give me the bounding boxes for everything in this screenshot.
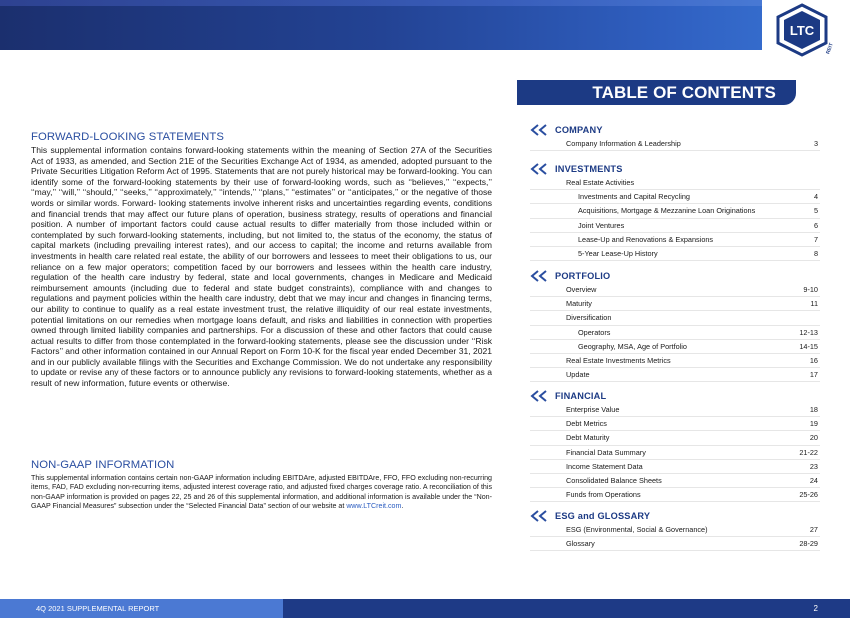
toc-section-portfolio — [530, 269, 820, 382]
non-gaap-tail: . — [401, 501, 404, 510]
toc-item-label: Enterprise Value — [566, 405, 620, 414]
double-chevron-left-icon — [530, 124, 550, 136]
toc-item-page: 20 — [809, 433, 818, 443]
toc-item-income-statement[interactable] — [530, 460, 820, 474]
toc-item-investments-capital-recycling[interactable] — [530, 190, 820, 204]
toc-item-label: Consolidated Balance Sheets — [566, 475, 662, 485]
toc-section-header[interactable] — [530, 123, 820, 137]
double-chevron-left-icon — [530, 270, 550, 282]
logo-subtext: REIT — [825, 42, 835, 56]
toc-item-page: 8 — [813, 248, 818, 258]
toc-item-label: Real Estate Activities — [566, 178, 635, 187]
toc-section-header[interactable] — [530, 269, 820, 283]
double-chevron-left-icon — [530, 390, 550, 402]
forward-looking-section — [31, 131, 492, 389]
toc-item-diversification[interactable] — [530, 311, 820, 325]
toc-item-label: 5-Year Lease-Up History — [578, 248, 658, 258]
toc-section-title: ESG and GLOSSARY — [555, 511, 651, 521]
toc-section-header[interactable] — [530, 509, 820, 523]
toc-item-page: 23 — [809, 461, 818, 471]
toc-item-label: Maturity — [566, 299, 592, 309]
footer-report-label: 4Q 2021 SUPPLEMENTAL REPORT — [0, 599, 283, 618]
non-gaap-title: NON-GAAP INFORMATION — [31, 459, 175, 471]
non-gaap-paragraph — [31, 474, 492, 511]
toc-item-label: Diversification — [566, 313, 612, 323]
toc-item-page: 12-13 — [799, 327, 818, 337]
toc-item-financial-data-summary[interactable] — [530, 446, 820, 460]
toc-item-company-information[interactable] — [530, 137, 820, 151]
toc-item-page: 27 — [809, 525, 818, 534]
toc-item-real-estate-metrics[interactable] — [530, 354, 820, 368]
toc-item-page: 7 — [813, 234, 818, 244]
toc-item-label: Income Statement Data — [566, 461, 643, 471]
toc-item-label: Company Information & Leadership — [566, 139, 681, 148]
toc-item-overview[interactable] — [530, 283, 820, 297]
toc-item-balance-sheets[interactable] — [530, 474, 820, 488]
toc-item-label: Overview — [566, 285, 597, 294]
toc-item-lease-up-renovations[interactable] — [530, 233, 820, 247]
toc-item-update[interactable] — [530, 368, 820, 382]
logo-container — [762, 0, 850, 58]
toc-section-financial — [530, 389, 820, 502]
toc-section-title: PORTFOLIO — [555, 271, 611, 281]
toc-section-company — [530, 123, 820, 151]
toc-title: TABLE OF CONTENTS — [517, 80, 796, 105]
toc-item-esg[interactable] — [530, 523, 820, 537]
toc-item-lease-up-history[interactable] — [530, 247, 820, 261]
toc-item-page: 25-26 — [799, 490, 818, 500]
toc-item-label: Real Estate Investments Metrics — [566, 355, 671, 365]
toc-item-geography[interactable] — [530, 340, 820, 354]
toc-item-glossary[interactable] — [530, 537, 820, 551]
toc-item-label: Glossary — [566, 539, 595, 549]
toc-item-page: 18 — [809, 405, 818, 414]
toc-item-page: 3 — [813, 139, 818, 148]
toc-item-label: Financial Data Summary — [566, 447, 646, 457]
toc-item-debt-metrics[interactable] — [530, 417, 820, 431]
toc-item-label: Acquisitions, Mortgage & Mezzanine Loan Originations — [578, 206, 756, 216]
toc-item-funds-from-operations[interactable] — [530, 488, 820, 502]
toc-item-page: 16 — [809, 355, 818, 365]
ltc-logo-icon[interactable] — [768, 3, 840, 57]
toc-item-label: Joint Ventures — [578, 220, 625, 230]
toc-section-header[interactable] — [530, 389, 820, 403]
double-chevron-left-icon — [530, 163, 550, 175]
logo-text: LTC — [789, 23, 815, 38]
page-number: 2 — [813, 604, 818, 613]
toc-item-maturity[interactable] — [530, 297, 820, 311]
toc-item-label: Funds from Operations — [566, 490, 641, 500]
toc-item-label: Operators — [578, 327, 611, 337]
toc-item-label: Investments and Capital Recycling — [578, 192, 690, 202]
toc-section-investments — [530, 162, 820, 261]
toc-section-title: COMPANY — [555, 125, 603, 135]
toc-item-page: 6 — [813, 220, 818, 230]
toc-item-page: 24 — [809, 475, 818, 485]
non-gaap-section — [31, 459, 492, 511]
banner-stripe — [0, 0, 850, 6]
forward-looking-title: FORWARD-LOOKING STATEMENTS — [31, 131, 224, 143]
toc-item-acquisitions[interactable] — [530, 204, 820, 218]
toc-item-page: 4 — [813, 192, 818, 202]
toc-item-label: Geography, MSA, Age of Portfolio — [578, 341, 687, 351]
toc-item-page: 9-10 — [803, 285, 818, 294]
non-gaap-body: This supplemental information contains certain non-GAAP information including EBITDAre, adjusted EBITDAre, FFO, FFO excluding non-recurring items, FAD, FAD excluding non-recurring items, adjusted interest coverage ratio, and adjusted fixed charges coverage ratio. A reconciliation of this non-GAAP information is provided on pages 22, 25 and 26 of this supplemental information, and additional information is available under the “Non-GAAP Financial Measures” subsection under the “Selected Financial Data” section of our website at — [31, 474, 492, 510]
toc-item-page: 5 — [813, 206, 818, 216]
toc-item-label: Debt Metrics — [566, 419, 607, 429]
toc-item-joint-ventures[interactable] — [530, 219, 820, 233]
toc-section-title: FINANCIAL — [555, 391, 607, 401]
toc-section-esg-glossary — [530, 509, 820, 551]
toc-section-header[interactable] — [530, 162, 820, 176]
website-link[interactable]: www.LTCreit.com — [346, 501, 402, 510]
toc-item-page: 28-29 — [799, 539, 818, 549]
toc-item-label: ESG (Environmental, Social & Governance) — [566, 525, 708, 534]
toc-item-enterprise-value[interactable] — [530, 403, 820, 417]
toc-item-operators[interactable] — [530, 326, 820, 340]
toc-item-label: Lease-Up and Renovations & Expansions — [578, 234, 714, 244]
toc-item-page: 21-22 — [799, 447, 818, 457]
toc-item-label: Debt Maturity — [566, 433, 610, 443]
toc-item-page: 19 — [809, 419, 818, 429]
forward-looking-body: This supplemental information contains forward-looking statements within the meaning of Section 27A of the Securities Act of 1933, as amended, and Section 21E of the Securities Exchange Act of 1934, as amended, adopted pursuant to the Private Securities Litigation Reform Act of 1995. Statements that are not purely historical may be forward-looking. You can identify some of the forward-looking statements by their use of forward-looking words, such as ‘‘believes,’’ ‘‘expects,’’ ‘‘may,’’ ‘‘will,’’ ‘‘should,’’ ‘‘seeks,’’ ‘‘approximately,’’ ‘‘intends,’’ ‘‘plans,’’ ‘‘estimates’’ or ‘‘anticipates,’’ or the negative of those words or similar words. Forward- looking statements involve inherent risks and uncertainties regarding events, conditions and financial trends that may affect our future plans of operation, business strategy, results of operations and financial position. A number of important factors could cause actual results to differ materially from those included within or contemplated by such forward-looking statements, including, but not limited to, the status of the economy, the status of capital markets (including prevailing interest rates), and our access to capital; the income and returns available from investments in health care related real estate, the ability of our borrowers and lessees to meet their obligations to us, our reliance on a few major operators; competition faced by our borrowers and lessees within the health care industry, regulation of the health care industry by federal, state and local governments, changes in Medicare and Medicaid reimbursement amounts (including due to federal and state budget constraints), compliance with and changes to regulations and payment policies within the health care industry, debt that we may incur and changes in financing terms, our ability to continue to qualify as a real estate investment trust, the relative illiquidity of our real estate investments, potential limitations on our remedies when mortgage loans default, and risks and liabilities in connection with properties owned through limited liability companies and partnerships. For a discussion of these and other factors that could cause actual results to differ from those contemplated in the forward-looking statements, please see the discussion under ‘‘Risk Factors’’ and other information contained in our Annual Report on Form 10-K for the fiscal year ended December 31, 2021 and in our publicly available filings with the Securities and Exchange Commission. We do not undertake any responsibility to update or revise any of these factors or to announce publicly any revisions to forward-looking statements, whether as a result of new information, future events or otherwise. — [31, 145, 492, 389]
top-banner — [0, 0, 850, 50]
toc-item-label: Update — [566, 370, 590, 380]
toc-section-title: INVESTMENTS — [555, 164, 623, 174]
double-chevron-left-icon — [530, 510, 550, 522]
toc-item-real-estate-activities[interactable] — [530, 176, 820, 190]
toc-item-page: 11 — [810, 299, 818, 309]
toc-item-page: 14-15 — [799, 341, 818, 351]
toc-item-page: 17 — [809, 370, 818, 380]
toc-item-debt-maturity[interactable] — [530, 431, 820, 445]
